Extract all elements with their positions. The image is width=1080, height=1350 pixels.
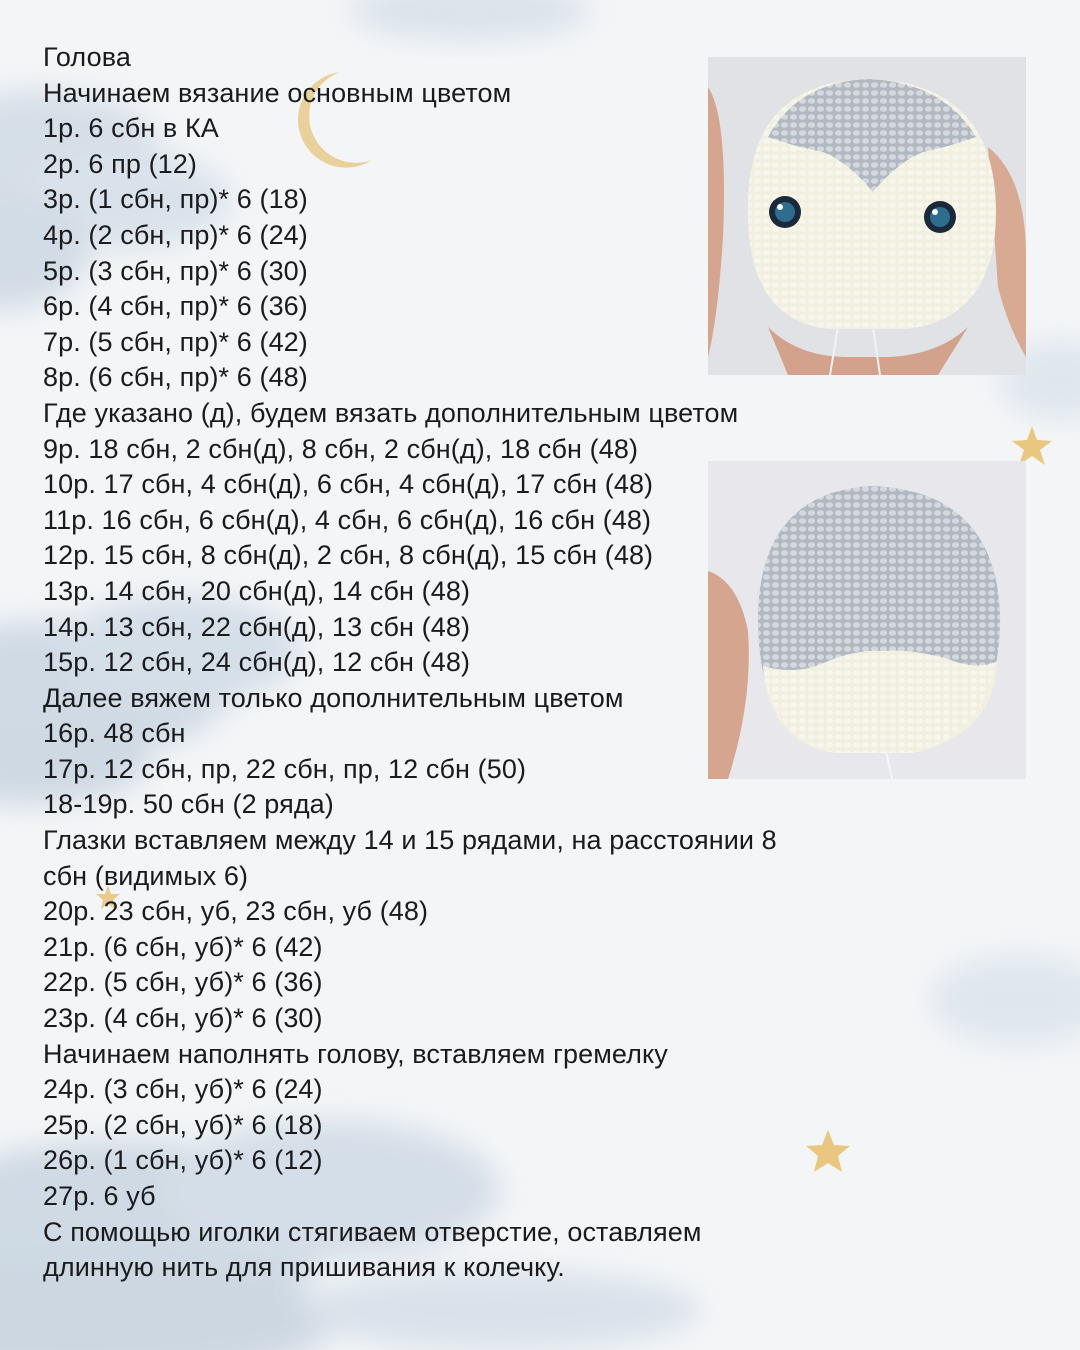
pattern-line: 6р. (4 сбн, пр)* 6 (36) [43, 291, 308, 322]
pattern-line: 15р. 12 сбн, 24 сбн(д), 12 сбн (48) [43, 647, 471, 678]
star-icon [1012, 426, 1052, 465]
pattern-line: 20р. 23 сбн, уб, 23 сбн, уб (48) [43, 896, 429, 927]
pattern-line: Начинаем наполнять голову, вставляем гремелку [43, 1038, 668, 1069]
pattern-line: 26р. (1 сбн, уб)* 6 (12) [43, 1145, 323, 1176]
pattern-line: 7р. (5 сбн, пр)* 6 (42) [43, 326, 308, 357]
pattern-line: Голова [43, 42, 131, 72]
pattern-line: 9р. 18 сбн, 2 сбн(д), 8 сбн, 2 сбн(д), 18 сбн (48) [43, 433, 639, 464]
pattern-line: 1р. 6 сбн в КА [43, 113, 219, 144]
crochet-head-front-photo [708, 57, 1026, 375]
pattern-line: 17р. 12 сбн, пр, 22 сбн, пр, 12 сбн (50) [43, 753, 527, 784]
cloud-top-right [350, 0, 590, 40]
pattern-line: 11р. 16 сбн, 6 сбн(д), 4 сбн, 6 сбн(д), 16 сбн (48) [43, 504, 652, 535]
pattern-line: Начинаем вязание основным цветом [43, 77, 512, 108]
pattern-line: Далее вяжем только дополнительным цветом [43, 682, 624, 713]
pattern-line: 12р. 15 сбн, 8 сбн(д), 2 сбн, 8 сбн(д), 15 сбн (48) [43, 540, 654, 571]
pattern-line: 5р. (3 сбн, пр)* 6 (30) [43, 255, 308, 286]
pattern-line: 14р. 13 сбн, 22 сбн(д), 13 сбн (48) [43, 611, 471, 642]
pattern-line: 10р. 17 сбн, 4 сбн(д), 6 сбн, 4 сбн(д), 17 сбн (48) [43, 469, 654, 500]
pattern-line: 23р. (4 сбн, уб)* 6 (30) [43, 1003, 323, 1034]
pattern-line: 13р. 14 сбн, 20 сбн(д), 14 сбн (48) [43, 575, 471, 606]
crochet-head-back-photo [708, 461, 1026, 779]
pattern-line: Где указано (д), будем вязать дополнительным цветом [43, 397, 739, 428]
pattern-line: 21р. (6 сбн, уб)* 6 (42) [43, 931, 323, 962]
pattern-line: 27р. 6 уб [43, 1181, 156, 1211]
pattern-line: 2р. 6 пр (12) [43, 148, 198, 179]
pattern-line: 18-19р. 50 сбн (2 ряда) [43, 789, 334, 820]
pattern-line: 22р. (5 сбн, уб)* 6 (36) [43, 967, 323, 998]
pattern-line: 4р. (2 сбн, пр)* 6 (24) [43, 219, 308, 250]
pattern-line: длинную нить для пришивания к колечку. [43, 1252, 565, 1283]
pattern-line: 25р. (2 сбн, уб)* 6 (18) [43, 1109, 323, 1140]
pattern-line: С помощью иголки стягиваем отверстие, оставляем [43, 1216, 702, 1247]
pattern-line: сбн (видимых 6) [43, 860, 249, 891]
pattern-line: 8р. (6 сбн, пр)* 6 (48) [43, 362, 308, 393]
pattern-line: Глазки вставляем между 14 и 15 рядами, на расстоянии 8 [43, 825, 777, 856]
pattern-line: 3р. (1 сбн, пр)* 6 (18) [43, 184, 308, 215]
pattern-line: 16р. 48 сбн [43, 718, 186, 749]
pattern-line: 24р. (3 сбн, уб)* 6 (24) [43, 1074, 323, 1105]
